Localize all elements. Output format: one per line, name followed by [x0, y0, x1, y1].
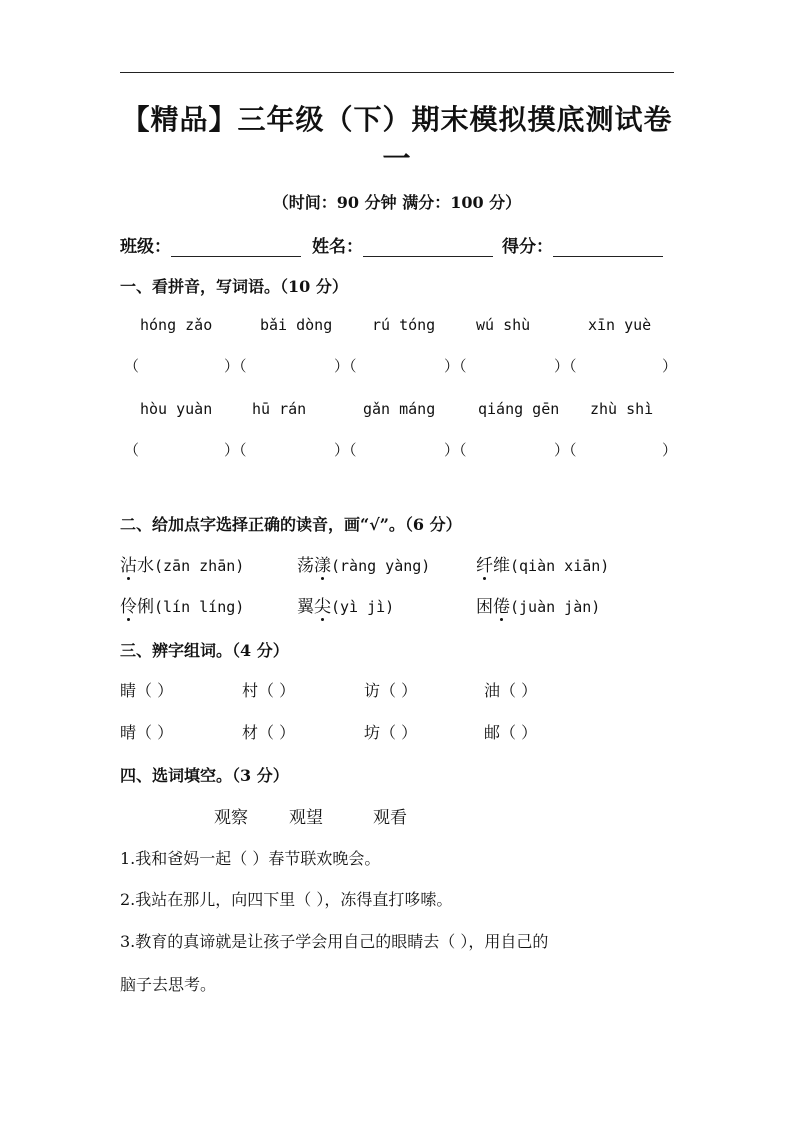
pinyin-item: rú tóng [372, 316, 436, 334]
answer-paren[interactable]: （ [124, 357, 140, 375]
word-option: 观望 [289, 808, 323, 828]
dotted-char: 倦 [493, 592, 510, 617]
word-group-item[interactable]: 访（ ） [364, 681, 418, 700]
score-label: 得分： [502, 237, 553, 257]
fill-question-2[interactable]: 2.我站在那儿，向四下里（ ），冻得直打哆嗦。 [120, 890, 453, 909]
pinyin-item: hū rán [252, 400, 307, 418]
reading-item[interactable]: 纤维(qiàn xiān) [476, 551, 609, 576]
word-group-item[interactable]: 油（ ） [484, 681, 538, 700]
word-option: 观察 [214, 808, 248, 828]
score-blank[interactable] [553, 238, 663, 257]
answer-paren[interactable]: ） [662, 357, 678, 375]
section4-heading: 四、选词填空。（3 分） [120, 766, 289, 785]
section3-heading: 三、辨字组词。（4 分） [120, 641, 289, 660]
reading-item[interactable]: 荡漾(ràng yàng) [297, 551, 430, 576]
reading-item[interactable]: 沾水(zān zhān) [120, 551, 244, 576]
exam-info: （时间：90 分钟 满分：100 分） [272, 193, 522, 212]
reading-options: (lín líng) [154, 598, 245, 616]
section2-heading: 二、给加点字选择正确的读音，画“√”。（6 分） [120, 515, 462, 534]
reading-item[interactable]: 伶俐(lín líng) [120, 592, 244, 617]
reading-options: (yì jì) [331, 598, 395, 616]
answer-paren[interactable]: ）（ [334, 441, 357, 459]
fill-question-3-cont: 脑子去思考。 [120, 975, 217, 994]
dotted-char: 尖 [314, 592, 331, 617]
dotted-char: 伶 [120, 592, 137, 617]
answer-paren[interactable]: ）（ [224, 357, 247, 375]
answer-paren[interactable]: ）（ [554, 357, 577, 375]
word-group-item[interactable]: 材（ ） [242, 723, 296, 742]
fill-question-1[interactable]: 1.我和爸妈一起（ ）春节联欢晚会。 [120, 849, 381, 868]
answer-paren[interactable]: ） [662, 441, 678, 459]
dotted-char: 纤 [476, 551, 493, 576]
class-field [120, 232, 301, 257]
pinyin-item: hóng zǎo [140, 316, 213, 334]
answer-paren[interactable]: （ [124, 441, 140, 459]
word-group-item[interactable]: 邮（ ） [484, 723, 538, 742]
pinyin-item: qiáng gēn [478, 400, 560, 418]
dotted-char: 沾 [120, 551, 137, 576]
name-label: 姓名： [312, 237, 363, 257]
header-rule [120, 72, 674, 73]
answer-paren[interactable]: ）（ [554, 441, 577, 459]
pinyin-item: wú shù [476, 316, 531, 334]
pinyin-item: gǎn máng [363, 400, 436, 418]
word-option: 观看 [373, 808, 407, 828]
answer-paren[interactable]: ）（ [334, 357, 357, 375]
pinyin-item: hòu yuàn [140, 400, 213, 418]
name-blank[interactable] [363, 238, 493, 257]
reading-item[interactable]: 翼尖(yì jì) [297, 592, 394, 617]
reading-options: (zān zhān) [154, 557, 245, 575]
word-group-item[interactable]: 睛（ ） [120, 681, 174, 700]
pinyin-item: xīn yuè [588, 316, 652, 334]
reading-item[interactable]: 困倦(juàn jàn) [476, 592, 600, 617]
score-field [502, 232, 663, 257]
name-field [312, 232, 493, 257]
answer-paren[interactable]: ）（ [444, 441, 467, 459]
page-title: 【精品】三年级（下）期末模拟摸底测试卷 [121, 103, 673, 136]
reading-options: (qiàn xiān) [510, 557, 610, 575]
reading-options: (ràng yàng) [331, 557, 431, 575]
answer-paren[interactable]: ）（ [444, 357, 467, 375]
reading-options: (juàn jàn) [510, 598, 601, 616]
fill-question-3[interactable]: 3.教育的真谛就是让孩子学会用自己的眼睛去（ ），用自己的 [120, 932, 549, 951]
word-group-item[interactable]: 晴（ ） [120, 723, 174, 742]
class-blank[interactable] [171, 238, 301, 257]
answer-paren[interactable]: ）（ [224, 441, 247, 459]
pinyin-item: bǎi dòng [260, 316, 333, 334]
pinyin-item: zhù shì [590, 400, 654, 418]
section1-heading: 一、看拼音，写词语。（10 分） [120, 277, 348, 296]
page-title-line2: 一 [382, 142, 412, 175]
word-group-item[interactable]: 坊（ ） [364, 723, 418, 742]
word-group-item[interactable]: 村（ ） [242, 681, 296, 700]
dotted-char: 漾 [314, 551, 331, 576]
class-label: 班级： [120, 237, 171, 257]
